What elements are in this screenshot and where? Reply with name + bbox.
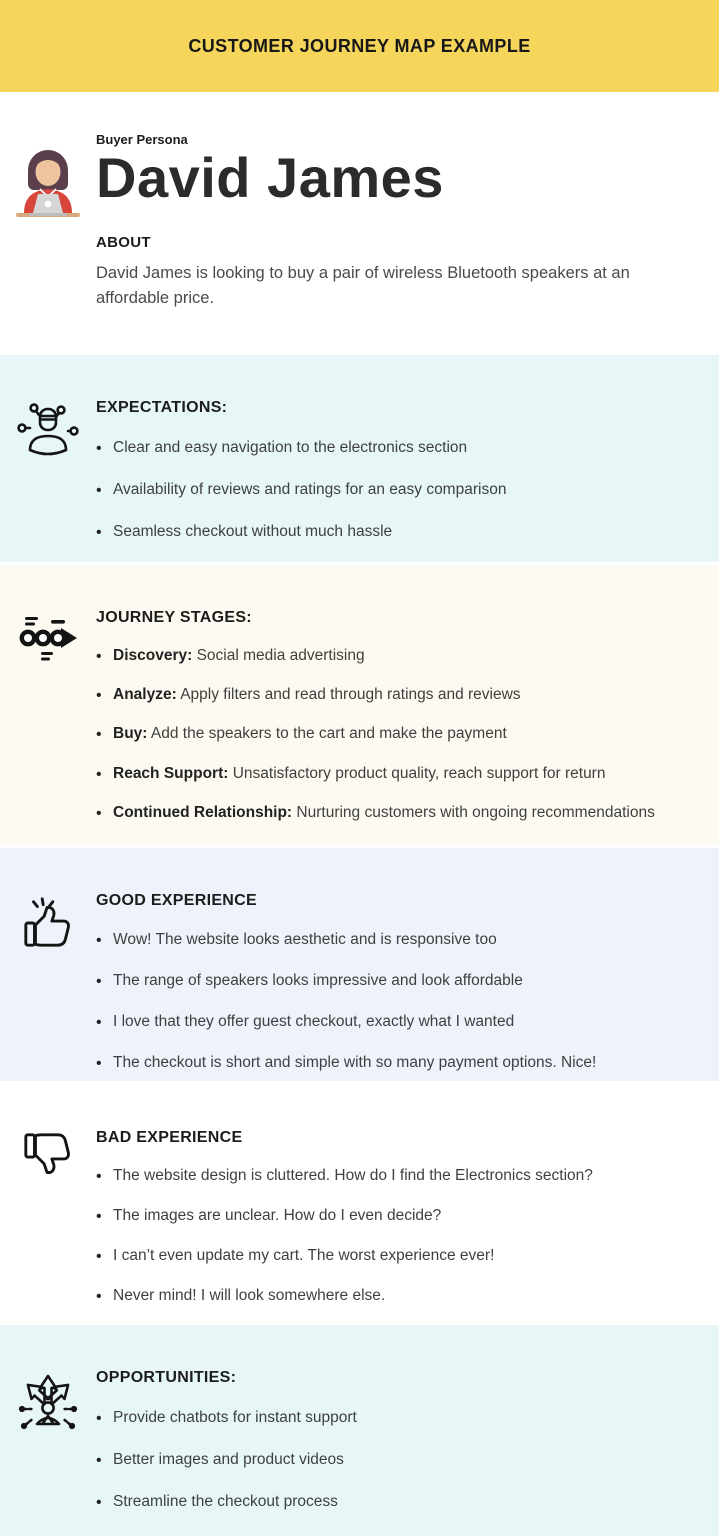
list-item: • I love that they offer guest checkout, exactly what I wanted xyxy=(96,1012,679,1033)
opportunities-list xyxy=(96,1408,679,1513)
list-item: • Provide chatbots for instant support xyxy=(96,1408,679,1429)
good-experience-heading: GOOD EXPERIENCE xyxy=(96,892,257,909)
persona-label: Buyer Persona xyxy=(96,132,188,147)
about-heading: ABOUT xyxy=(96,233,151,251)
list-item: • Discovery: Social media advertising xyxy=(96,646,679,667)
list-item: • Never mind! I will look somewhere else. xyxy=(96,1286,679,1307)
journey-stages-list xyxy=(96,646,679,825)
thumbs-up-icon xyxy=(21,894,75,1081)
networked-person-icon xyxy=(16,401,80,562)
woman-with-laptop-avatar xyxy=(10,134,86,355)
list-item: • Clear and easy navigation to the electronics section xyxy=(96,438,679,459)
list-item: • Better images and product videos xyxy=(96,1450,679,1471)
list-item: • Streamline the checkout process xyxy=(96,1492,679,1513)
persona-section xyxy=(0,92,719,355)
list-item: • I can’t even update my cart. The worst experience ever! xyxy=(96,1246,679,1267)
list-item: • Seamless checkout without much hassle xyxy=(96,522,679,543)
good-experience-section xyxy=(0,848,719,1081)
bad-experience-list xyxy=(96,1166,679,1307)
header-banner xyxy=(0,0,719,92)
expectations-heading: EXPECTATIONS: xyxy=(96,399,228,416)
list-item: • The images are unclear. How do I even decide? xyxy=(96,1206,679,1227)
expectations-list xyxy=(96,438,679,543)
list-item: • The website design is cluttered. How do I find the Electronics section? xyxy=(96,1166,679,1187)
list-item: • Continued Relationship: Nurturing customers with ongoing recommendations xyxy=(96,803,679,824)
expectations-section xyxy=(0,355,719,562)
process-timeline-icon xyxy=(17,611,79,845)
list-item: • The range of speakers looks impressive and look affordable xyxy=(96,971,679,992)
thumbs-down-icon xyxy=(21,1131,75,1323)
page-title: CUSTOMER JOURNEY MAP EXAMPLE xyxy=(188,35,531,56)
bad-experience-section xyxy=(0,1081,719,1323)
journey-stages-heading: JOURNEY STAGES: xyxy=(96,609,252,626)
persona-name: David James xyxy=(96,146,444,209)
journey-stages-section xyxy=(0,565,719,845)
opportunities-section xyxy=(0,1325,719,1536)
list-item: • Reach Support: Unsatisfactory product quality, reach support for return xyxy=(96,764,679,785)
list-item: • Buy: Add the speakers to the cart and make the payment xyxy=(96,724,679,745)
opportunities-heading: OPPORTUNITIES: xyxy=(96,1369,237,1386)
about-text: David James is looking to buy a pair of wireless Bluetooth speakers at an affordable price. xyxy=(96,263,630,308)
list-item: • Wow! The website looks aesthetic and is responsive too xyxy=(96,930,679,951)
list-item: • The checkout is short and simple with so many payment options. Nice! xyxy=(96,1053,679,1074)
good-experience-list xyxy=(96,930,679,1074)
bad-experience-heading: BAD EXPERIENCE xyxy=(96,1129,243,1146)
list-item: • Availability of reviews and ratings for an easy comparison xyxy=(96,480,679,501)
list-item: • Analyze: Apply filters and read through ratings and reviews xyxy=(96,685,679,706)
expanding-person-icon xyxy=(16,1371,80,1536)
